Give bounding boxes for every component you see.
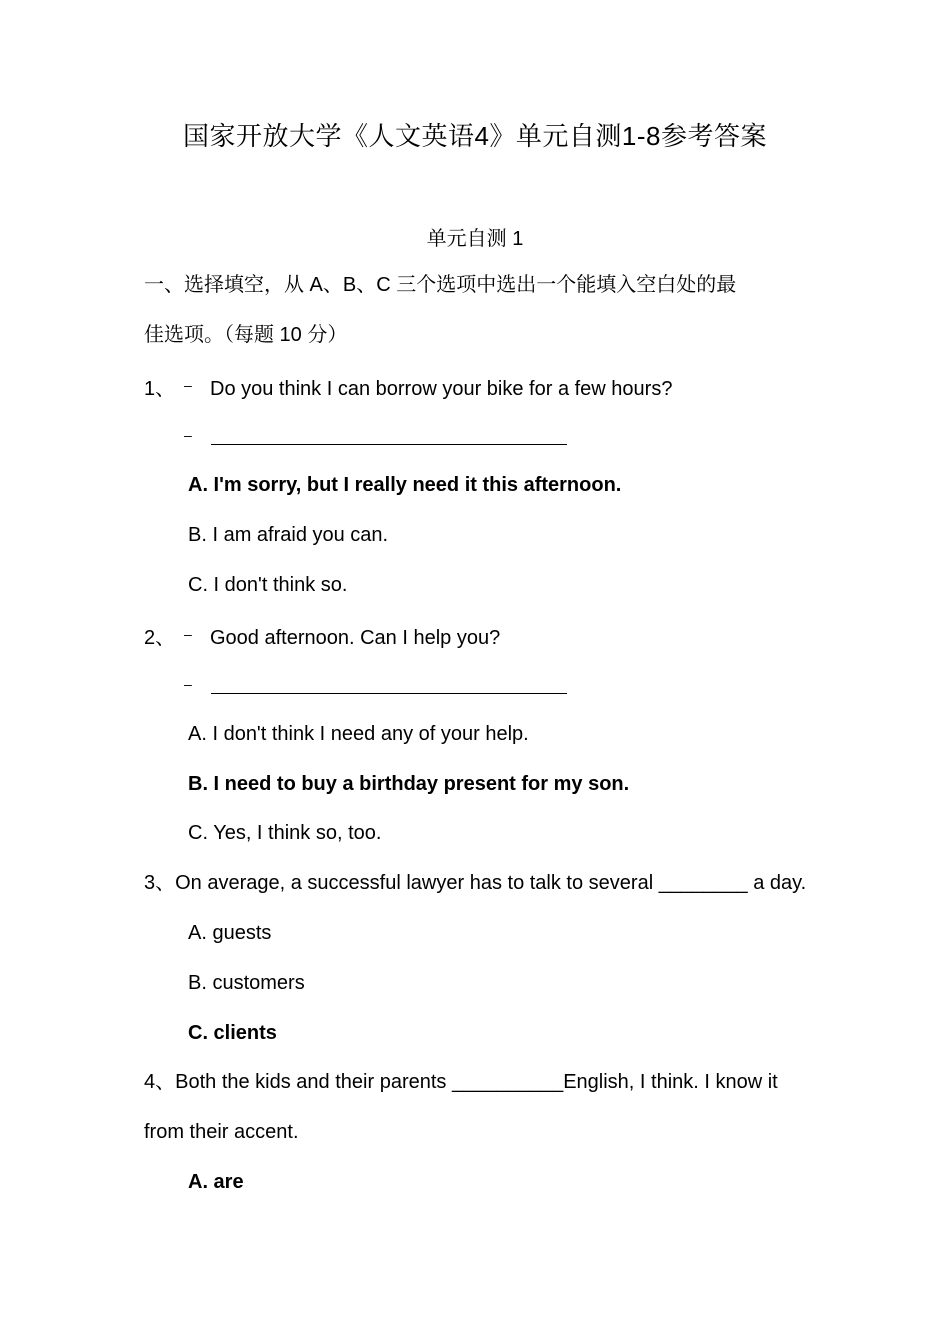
option-4a: A. are [188,1171,244,1193]
question-number: 1、 [144,378,176,400]
question-number: 3、 [144,872,176,894]
dialog-dash: – [184,676,192,692]
question-prompt: Both the kids and their parents __________English, I think. I know it [175,1071,778,1093]
unit-title [0,222,950,251]
question-prompt: On average, a successful lawyer has to talk to several ________ a day. [175,872,807,894]
question-prompt: Good afternoon. Can I help you? [210,627,501,649]
question-4-continuation: from their accent. [144,1121,299,1143]
instruction-line-1: 一、选择填空，从 A、B、C 三个选项中选出一个能填入空白处的最 [144,274,737,296]
option-2c: C. Yes, I think so, too. [188,822,382,844]
question-2 [144,621,500,651]
answer-blank-row-1 [184,422,210,452]
option-1b: B. I am afraid you can. [188,524,389,546]
document-title: 国家开放大学《人文英语4》单元自测1-8参考答案 [182,121,768,151]
dialog-dash: – [184,377,192,393]
option-1a: A. I'm sorry, but I really need it this afternoon. [188,474,622,496]
answer-blank-line [211,693,567,694]
option-3a: A. guests [188,922,272,944]
question-number: 4、 [144,1071,176,1093]
option-2a: A. I don't think I need any of your help. [188,723,529,745]
instruction-line-2: 佳选项。（每题 10 分） [144,324,348,346]
unit-title-text: 单元自测 1 [426,228,524,250]
question-4 [144,1069,778,1095]
question-3 [144,870,806,896]
question-1 [144,372,672,402]
answer-blank-row-2 [184,671,210,701]
option-3c: C. clients [188,1022,277,1044]
answer-blank-line [211,444,567,445]
option-2b: B. I need to buy a birthday present for my son. [188,773,630,795]
option-3b: B. customers [188,972,305,994]
question-number: 2、 [144,627,176,649]
dialog-dash: – [184,427,192,443]
dialog-dash: – [184,626,192,642]
option-1c: C. I don't think so. [188,574,348,596]
question-prompt: Do you think I can borrow your bike for a few hours? [210,378,673,400]
